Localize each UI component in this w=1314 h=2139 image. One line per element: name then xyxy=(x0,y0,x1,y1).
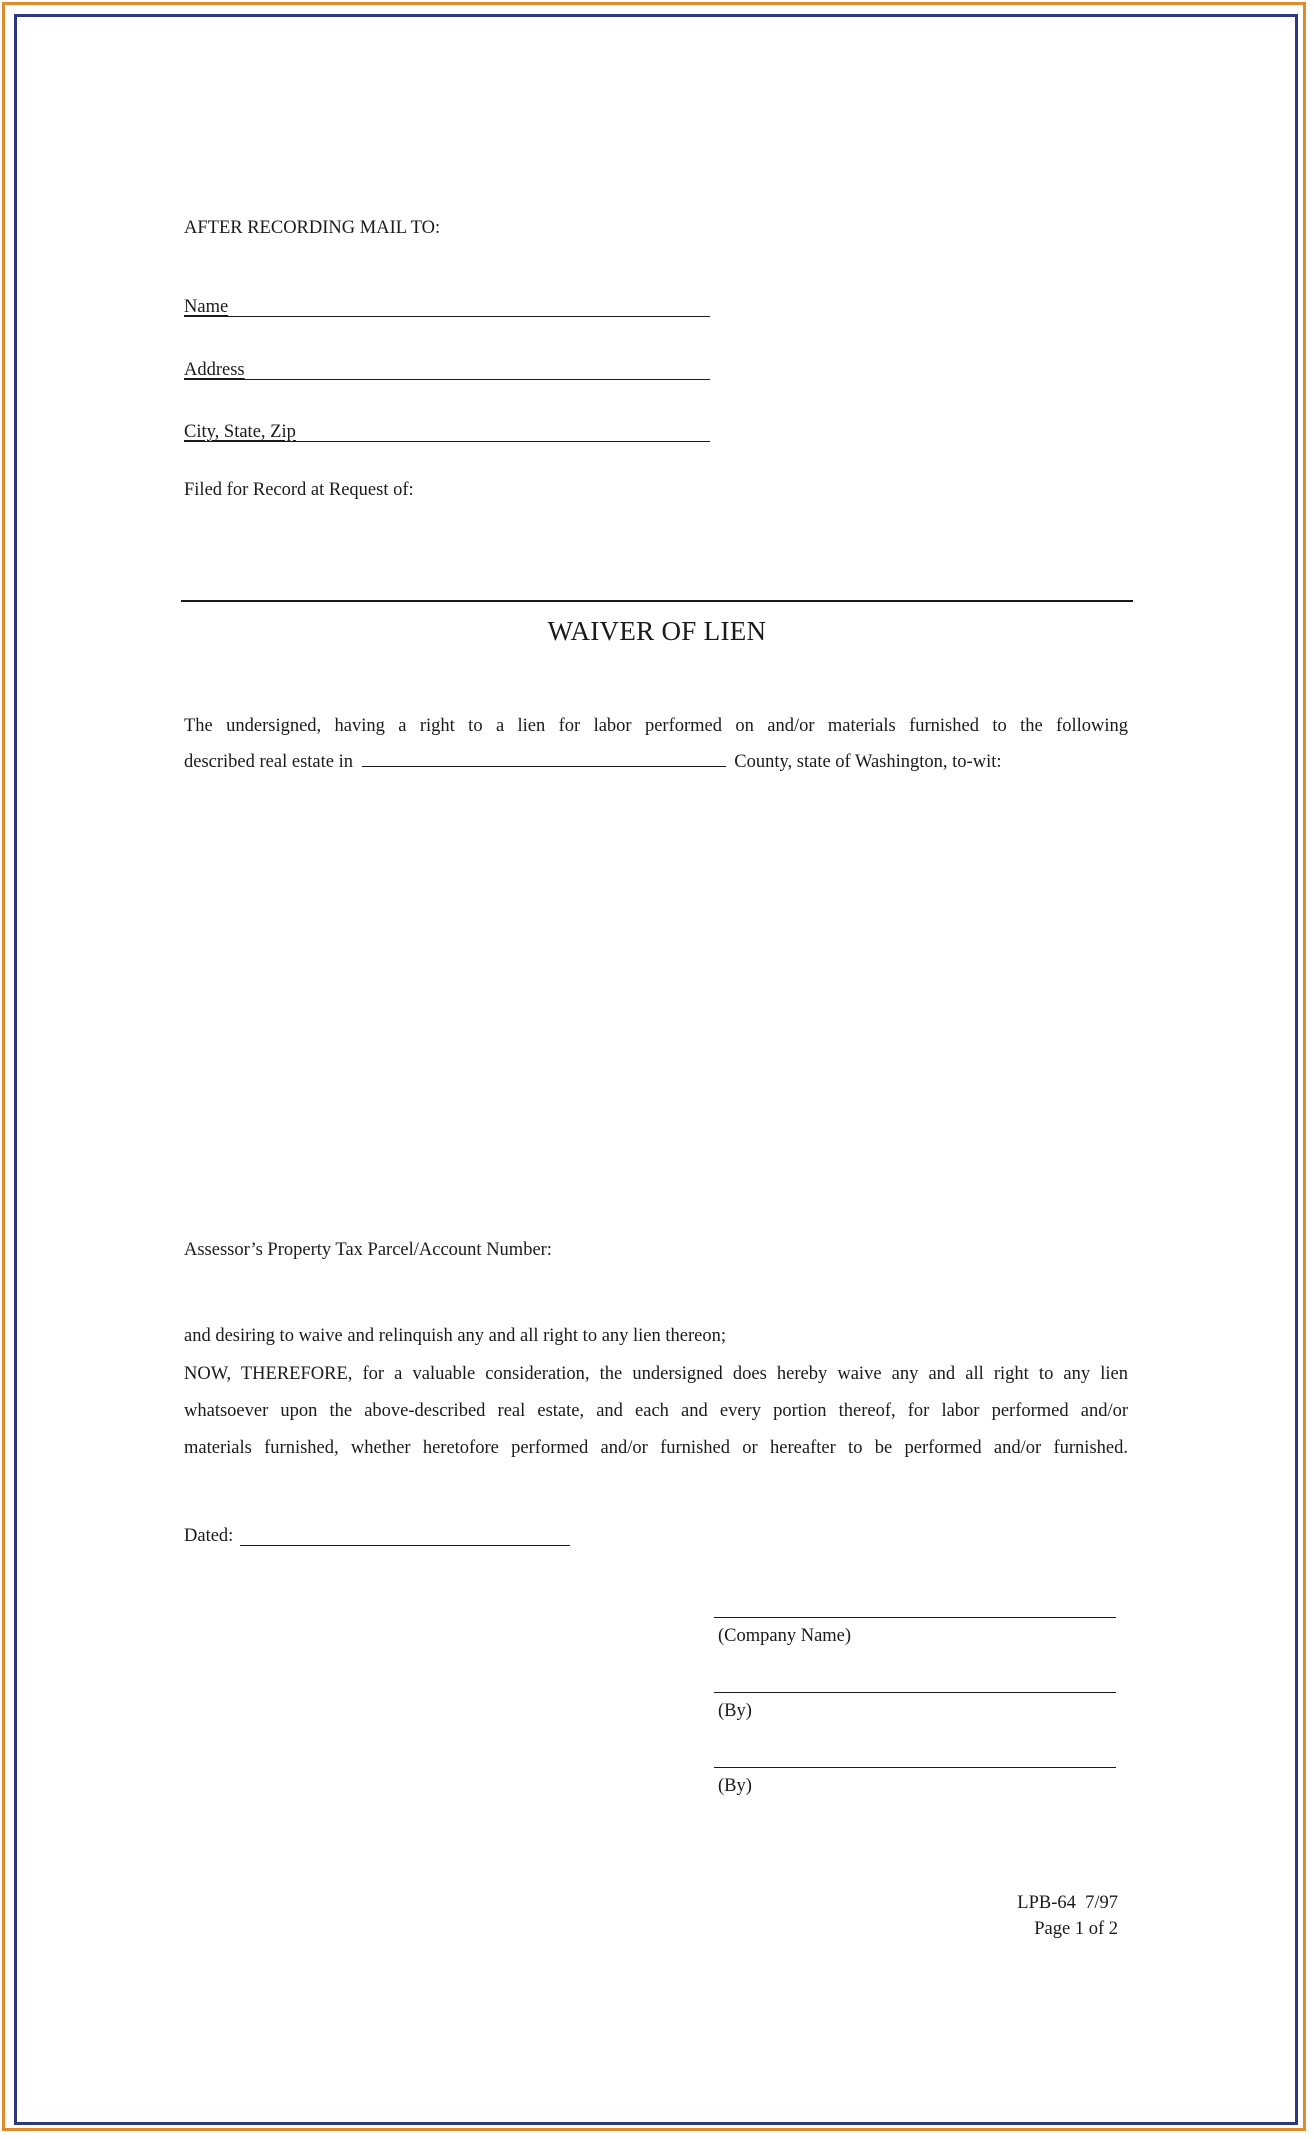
by-signature-line-2[interactable] xyxy=(714,1767,1116,1768)
city-state-zip-field-line[interactable] xyxy=(184,441,710,442)
header-divider xyxy=(181,600,1133,602)
body-line-3: whatsoever upon the above-described real estate, and each and every portion thereof, for labor performed and/or xyxy=(184,1401,1128,1421)
dated-field-line[interactable] xyxy=(240,1545,570,1546)
filed-for-record-label: Filed for Record at Request of: xyxy=(184,480,414,500)
company-signature-line[interactable] xyxy=(714,1617,1116,1618)
address-field-line[interactable] xyxy=(184,379,710,380)
form-code: LPB-64 7/97 xyxy=(1017,1893,1118,1913)
intro-line-2-suffix: County, state of Washington, to-wit: xyxy=(734,752,1002,772)
dated-label: Dated: xyxy=(184,1526,234,1546)
body-line-2: NOW, THEREFORE, for a valuable consideration, the undersigned does hereby waive any and all right to any lien xyxy=(184,1364,1128,1384)
by-label-2: (By) xyxy=(718,1776,752,1796)
by-signature-line-1[interactable] xyxy=(714,1692,1116,1693)
name-field-line[interactable] xyxy=(184,316,710,317)
name-label: Name xyxy=(184,297,229,317)
company-name-label: (Company Name) xyxy=(718,1626,852,1646)
county-field-line[interactable] xyxy=(362,752,726,767)
mail-to-label: AFTER RECORDING MAIL TO: xyxy=(184,218,441,238)
intro-line-2 xyxy=(184,752,1002,772)
page-number: Page 1 of 2 xyxy=(1034,1919,1118,1939)
document-title: WAIVER OF LIEN xyxy=(547,616,767,646)
body-line-1: and desiring to waive and relinquish any and all right to any lien thereon; xyxy=(184,1326,727,1346)
intro-line-1: The undersigned, having a right to a lien for labor performed on and/or materials furnished to the following xyxy=(184,716,1128,736)
city-state-zip-label: City, State, Zip xyxy=(184,422,296,442)
body-line-4: materials furnished, whether heretofore performed and/or furnished or hereafter to be performed and/or furnished. xyxy=(184,1438,1128,1458)
intro-line-2-prefix: described real estate in xyxy=(184,752,353,772)
parcel-number-label: Assessor’s Property Tax Parcel/Account Number: xyxy=(184,1240,552,1260)
address-label: Address xyxy=(184,360,245,380)
by-label-1: (By) xyxy=(718,1701,752,1721)
